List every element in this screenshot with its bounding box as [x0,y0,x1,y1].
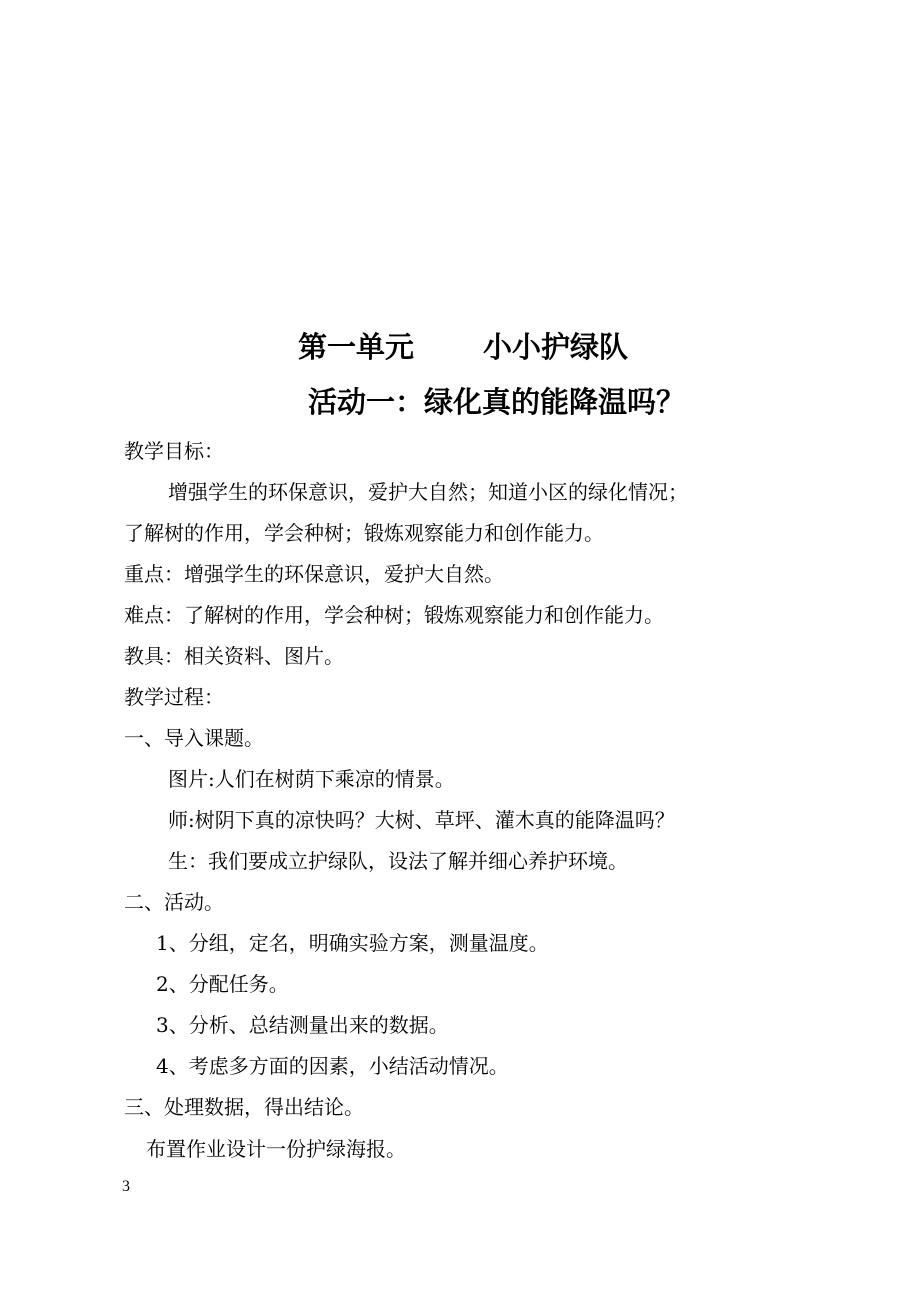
activity-step-1: 1、分组，定名，明确实验方案，测量温度。 [156,931,549,955]
section-one-heading: 一、导入课题。 [124,726,264,750]
activity-step-3: 3、分析、总结测量出来的数据。 [156,1013,449,1037]
teaching-process-heading: 教学过程： [124,685,224,709]
key-point: 重点：增强学生的环保意识，爱护大自然。 [124,562,504,586]
teaching-goals-text-2: 了解树的作用，学会种树；锻炼观察能力和创作能力。 [124,521,604,545]
teaching-goals-heading: 教学目标： [124,439,224,463]
section-one-teacher: 师:树阴下真的凉快吗？大树、草坪、灌木真的能降温吗？ [168,808,675,832]
unit-number: 第一单元 [298,330,415,364]
difficult-point: 难点：了解树的作用，学会种树；锻炼观察能力和创作能力。 [124,603,664,627]
section-one-student: 生：我们要成立护绿队，设法了解并细心养护环境。 [168,849,628,873]
section-two-heading: 二、活动。 [124,890,224,914]
homework: 布置作业设计一份护绿海报。 [146,1137,406,1161]
teaching-aids: 教具：相关资料、图片。 [124,644,344,668]
activity-step-4: 4、考虑多方面的因素，小结活动情况。 [156,1054,509,1078]
unit-name: 小小护绿队 [483,330,629,364]
section-one-picture: 图片:人们在树荫下乘凉的情景。 [168,767,455,791]
section-three-heading: 三、处理数据，得出结论。 [124,1095,364,1119]
page-number: 3 [122,1178,130,1195]
activity-heading: 活动一：绿化真的能降温吗？ [308,385,686,419]
activity-step-2: 2、分配任务。 [156,972,289,996]
teaching-goals-text-1: 增强学生的环保意识，爱护大自然；知道小区的绿化情况； [168,480,688,504]
